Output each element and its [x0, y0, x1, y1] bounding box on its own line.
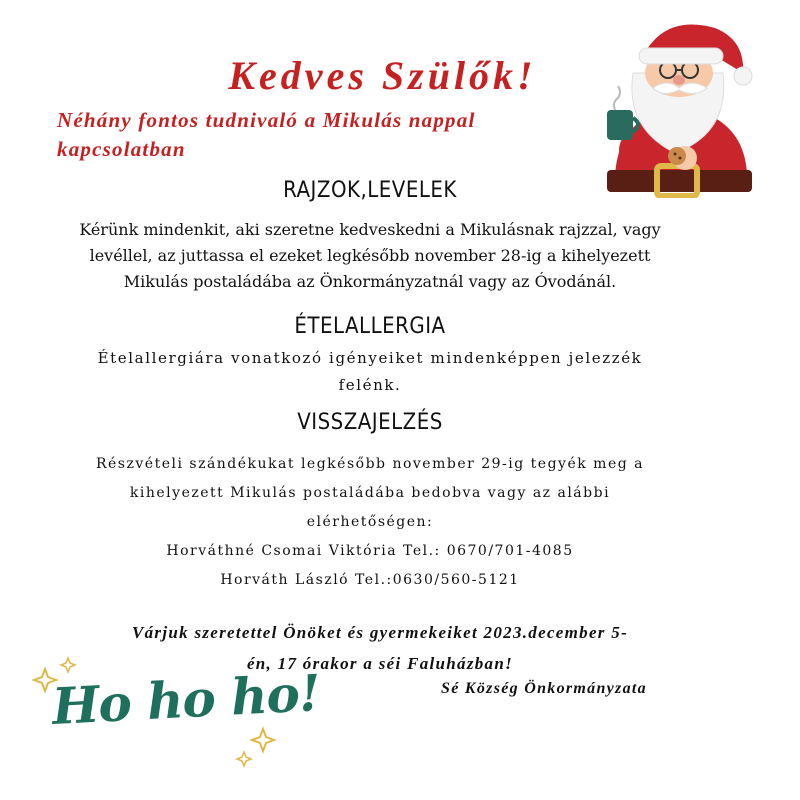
- text-line: kihelyezett Mikulás postaládába bedobva vagy az alábbi: [129, 485, 611, 501]
- subtitle: Néhány fontos tudnivaló a Mikulás nappal kapcsolatban: [57, 108, 476, 161]
- section-text-drawings: [40, 217, 700, 295]
- text-line: Részvételi szándékukat legkésőbb november 29-ig tegyék meg a: [95, 456, 644, 472]
- section-text-allergy: [40, 345, 700, 399]
- section-heading-allergy: ÉTELALLERGIA: [294, 314, 446, 339]
- text-line: Ételallergiára vonatkozó igényeiket mindenképpen jelezzék: [97, 349, 643, 367]
- page-title: Kedves Szülők!: [228, 53, 537, 98]
- section-heading-drawings: RAJZOK,LEVELEK: [283, 178, 457, 203]
- closing-line: Várjuk szeretettel Önöket és gyermekeiket 2023.december 5-: [131, 623, 629, 642]
- section-heading-feedback: VISSZAJELZÉS: [297, 410, 443, 435]
- text-line: Kérünk mindenkit, aki szeretne kedveskedni a Mikulásnak rajzzal, vagy: [79, 220, 661, 239]
- contact-line: Horváth László Tel.:0630/560-5121: [220, 572, 520, 588]
- closing-line: én, 17 órakor a séi Faluházban!: [246, 654, 514, 673]
- santa-illustration: [595, 18, 765, 198]
- text-line: levéllel, az juttassa el ezeket legkésőbb november 28-ig a kihelyezett: [89, 246, 651, 265]
- signature: Sé Község Önkormányzata: [441, 680, 647, 697]
- ho-ho-ho-text: Ho ho ho!: [50, 663, 322, 736]
- contact-line: Horváthné Csomai Viktória Tel.: 0670/701-4085: [166, 543, 574, 559]
- text-line: elérhetőségen:: [306, 514, 434, 530]
- text-line: felénk.: [338, 376, 402, 394]
- text-line: Mikulás postaládába az Önkormányzatnál vagy az Óvodánál.: [123, 272, 617, 291]
- section-text-feedback: [30, 450, 710, 595]
